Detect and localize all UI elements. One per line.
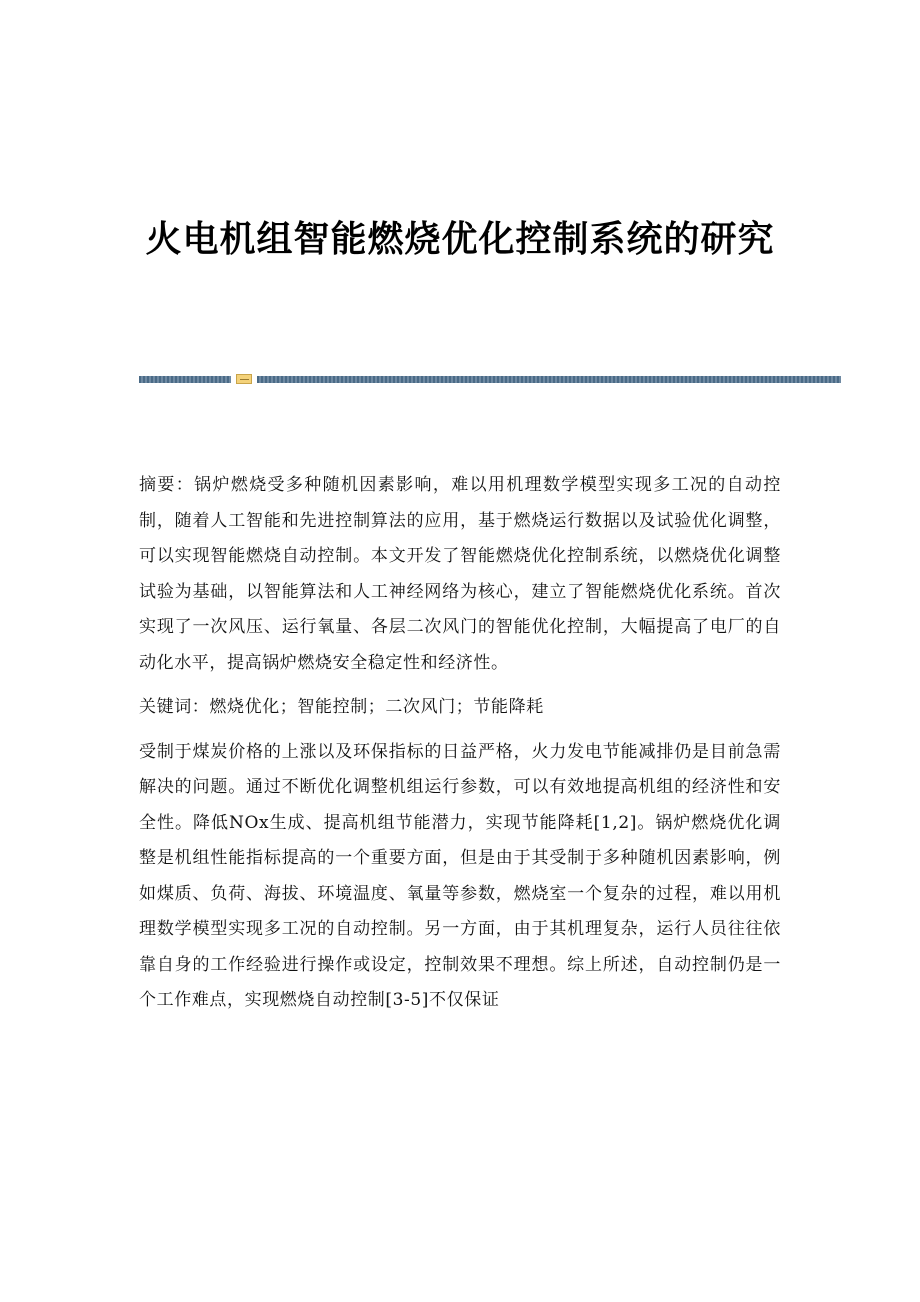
abstract-paragraph: 摘要：锅炉燃烧受多种随机因素影响，难以用机理数学模型实现多工况的自动控制，随着人工智能和先进控制算法的应用，基于燃烧运行数据以及试验优化调整，可以实现智能燃烧自动控制。本文开发了智能燃烧优化控制系统，以燃烧优化调整试验为基础，以智能算法和人工神经网络为核心，建立了智能燃烧优化系统。首次实现了一次风压、运行氧量、各层二次风门的智能优化控制，大幅提高了电厂的自动化水平，提高锅炉燃烧安全稳定性和经济性。 [139,475,781,673]
keywords-paragraph: 关键词：燃烧优化；智能控制；二次风门；节能降耗 [139,697,544,717]
divider-ornament-icon [236,374,252,384]
document-body [139,468,781,1019]
intro-paragraph: 受制于煤炭价格的上涨以及环保指标的日益严格，火力发电节能减排仍是目前急需解决的问题。通过不断优化调整机组运行参数，可以有效地提高机组的经济性和安全性。降低NOx生成、提高机组节能潜力，实现节能降耗[1,2]。锅炉燃烧优化调整是机组性能指标提高的一个重要方面，但是由于其受制于多种随机因素影响，例如煤质、负荷、海拔、环境温度、氧量等参数，燃烧室一个复杂的过程，难以用机理数学模型实现多工况的自动控制。另一方面，由于其机理复杂，运行人员往往依靠自身的工作经验进行操作或设定，控制效果不理想。综上所述，自动控制仍是一个工作难点，实现燃烧自动控制[3-5]不仅保证 [139,741,781,1010]
page-title: 火电机组智能燃烧优化控制系统的研究 [145,219,775,260]
title-divider [139,374,841,384]
divider-bar-right [257,376,841,383]
divider-bar-left [139,376,231,383]
